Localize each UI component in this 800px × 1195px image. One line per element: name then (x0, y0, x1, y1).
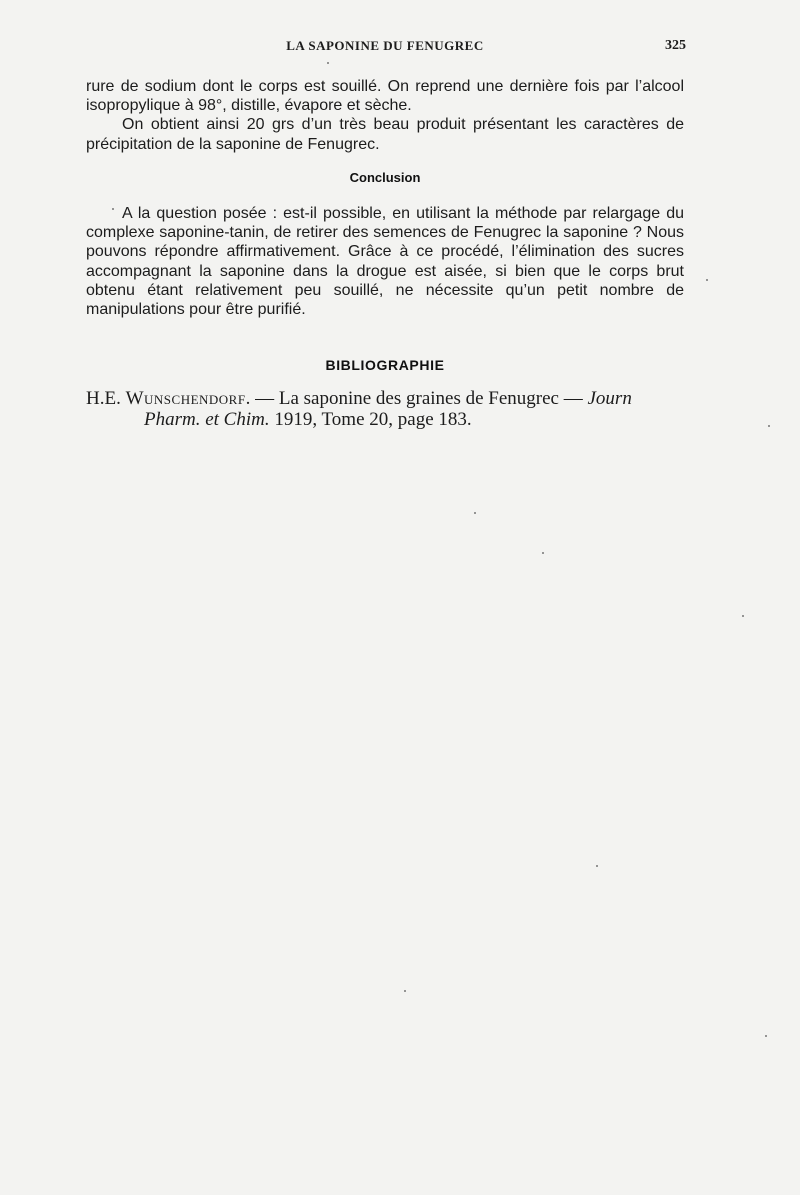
journal-title: Journ Pharm. et Chim. (144, 388, 632, 430)
scan-speck (765, 1035, 767, 1037)
conclusion-heading: Conclusion (349, 170, 421, 185)
bibliography-heading: BIBLIOGRAPHIE (325, 357, 445, 373)
intro-paragraph-1: rure de sodium dont le corps est souillé. On reprend une dernière fois par l’alcool isopropylique à 98°, distille, évapore et sèche. (86, 78, 684, 115)
author-initials: H.E. (86, 388, 121, 409)
bibliography-entry (86, 388, 684, 430)
bibliography-list (86, 388, 684, 430)
scan-speck (542, 552, 544, 554)
intro-paragraph-2: On obtient ainsi 20 grs d’un très beau produit présentant les caractères de précipitation de la saponine de Fenugrec. (86, 116, 684, 153)
conclusion-paragraph: A la question posée : est-il possible, en utilisant la méthode par relargage du complexe saponine-tanin, de retirer des semences de Fenugrec la saponine ? Nous pouvons répondre affirmativement. Grâce à ce procédé, l’élimination des sucres accompagnant la saponine dans la drogue est aisée, si bien que le corps brut obtenu étant relativement peu souillé, ne nécessite qu’un petit nombre de manipulations pour être purifié. (86, 205, 684, 319)
scan-speck (596, 865, 598, 867)
scan-speck (706, 279, 708, 281)
publication-details: 1919, Tome 20, page 183. (274, 409, 472, 430)
running-title: LA SAPONINE DU FENUGREC (286, 38, 484, 53)
scan-speck (474, 512, 476, 514)
conclusion-body (86, 204, 684, 319)
scan-speck (404, 990, 406, 992)
running-header (86, 38, 684, 60)
scan-speck (742, 615, 744, 617)
author-name: Wunschendorf (125, 388, 246, 409)
intro-text (86, 77, 684, 154)
scan-speck (768, 425, 770, 427)
work-title: La saponine des graines de Fenugrec — (278, 388, 583, 409)
reference-separator: . — (245, 388, 279, 409)
scan-speck (112, 208, 114, 210)
scan-speck (327, 62, 329, 64)
page-number: 325 (665, 38, 686, 53)
